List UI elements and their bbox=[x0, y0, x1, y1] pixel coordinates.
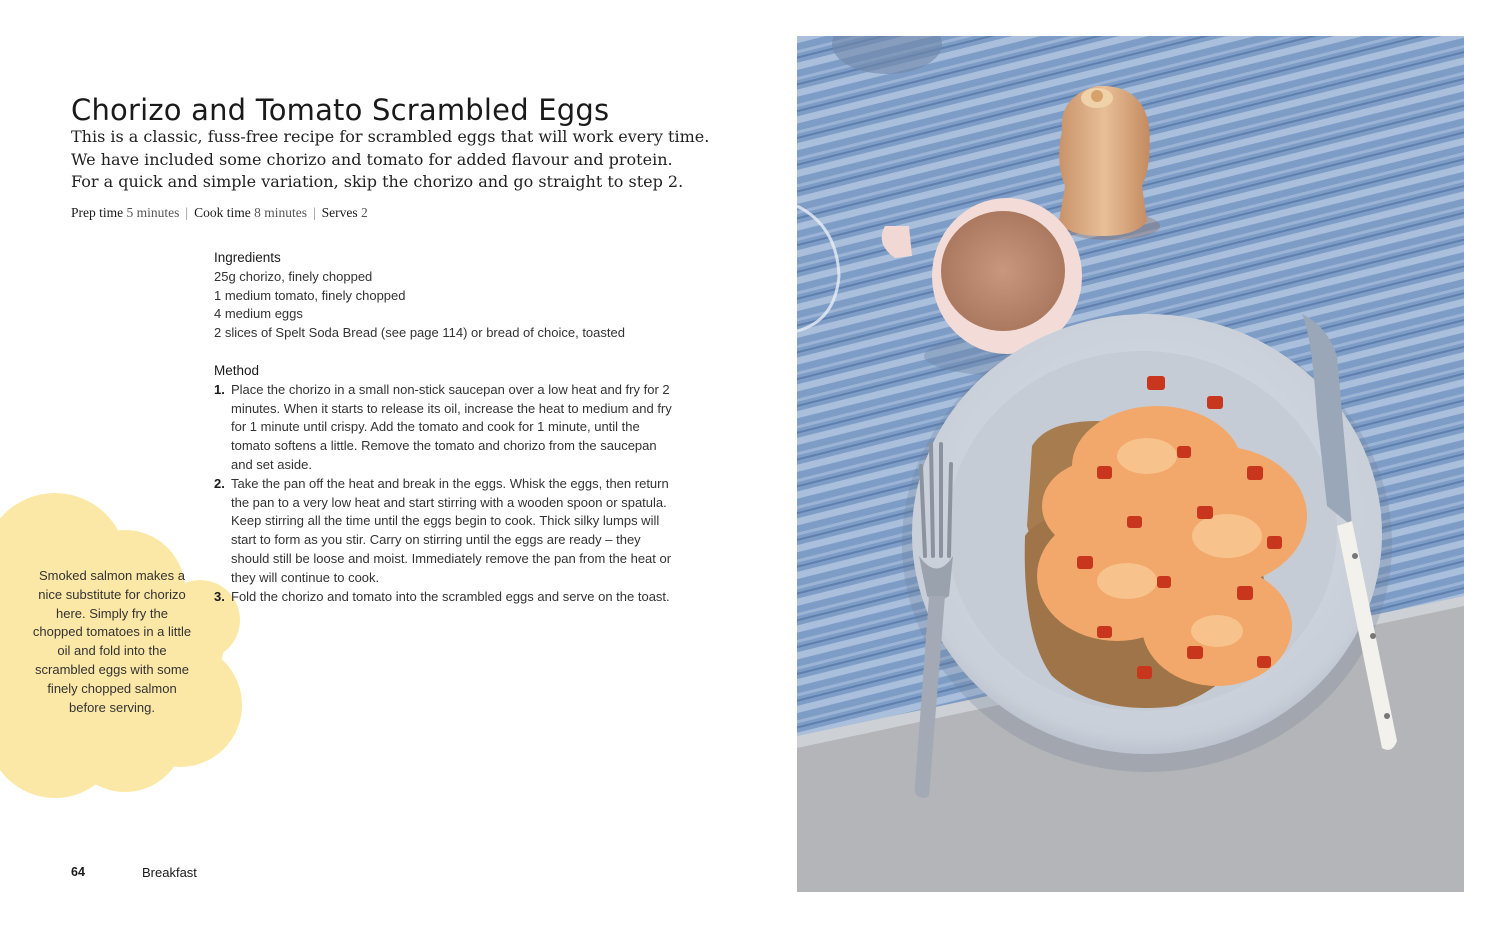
step-number: 2. bbox=[214, 475, 225, 491]
ingredient-item: 4 medium eggs bbox=[214, 306, 303, 322]
food-photo-illustration bbox=[797, 36, 1464, 892]
serves-value: 2 bbox=[361, 205, 368, 220]
step-number: 3. bbox=[214, 588, 225, 604]
ingredients-heading: Ingredients bbox=[214, 250, 281, 265]
ingredients-section bbox=[214, 249, 674, 343]
method-step bbox=[214, 588, 674, 607]
meta-separator: | bbox=[185, 205, 189, 220]
step-text: Fold the chorizo and tomato into the scrambled eggs and serve on the toast. bbox=[231, 588, 670, 604]
step-text: Take the pan off the heat and break in the eggs. Whisk the eggs, then return the pan to a very low heat and start stirring with a wooden spoon or spatula. Keep stirring all the time until the eggs begin to cook. Thick silky lumps will start to form as you stir. Carry on stirring until the eggs are ready – they should still be loose and moist. Immediately remove the pan from the heat or they will continue to cook. bbox=[231, 475, 672, 585]
intro-line: For a quick and simple variation, skip the chorizo and go straight to step 2. bbox=[71, 172, 684, 191]
method-section bbox=[214, 362, 674, 606]
cook-time-label: Cook time bbox=[194, 205, 251, 220]
meta-separator: | bbox=[312, 205, 316, 220]
intro-line: This is a classic, fuss-free recipe for scrambled eggs that will work every time. bbox=[71, 127, 710, 146]
intro-line: We have included some chorizo and tomato for added flavour and protein. bbox=[71, 149, 673, 169]
prep-time-label: Prep time bbox=[71, 205, 124, 220]
method-step bbox=[214, 475, 674, 588]
step-text: Place the chorizo in a small non-stick saucepan over a low heat and fry for 2 minutes. When it starts to release its oil, increase the heat to medium and fry for 1 minute until crispy. Add the tomato and cook for 1 minute, until the tomato softens a little. Remove the tomato and chorizo from the saucepan and set aside. bbox=[231, 381, 672, 472]
tip-text: Smoked salmon makes a nice substitute for chorizo here. Simply fry the chopped tomatoes in a little oil and fold into the scrambled eggs with some finely chopped salmon before serving. bbox=[32, 568, 192, 715]
step-number: 1. bbox=[214, 381, 225, 397]
ingredient-item: 25g chorizo, finely chopped bbox=[214, 268, 373, 284]
method-steps bbox=[214, 381, 674, 607]
page-number: 64 bbox=[71, 865, 85, 879]
method-heading: Method bbox=[214, 363, 260, 378]
ingredients-list bbox=[214, 268, 674, 343]
recipe-title: Chorizo and Tomato Scrambled Eggs bbox=[71, 93, 610, 128]
food-photo bbox=[797, 36, 1464, 892]
serves-label: Serves bbox=[321, 205, 358, 220]
section-name: Breakfast bbox=[142, 865, 197, 880]
recipe-intro bbox=[71, 126, 711, 194]
ingredient-item: 2 slices of Spelt Soda Bread (see page 114) or bread of choice, toasted bbox=[214, 325, 625, 341]
method-step bbox=[214, 381, 674, 475]
prep-time-value: 5 minutes bbox=[126, 205, 180, 220]
recipe-meta bbox=[71, 205, 368, 221]
cook-time-value: 8 minutes bbox=[254, 205, 307, 220]
ingredient-item: 1 medium tomato, finely chopped bbox=[214, 287, 406, 303]
